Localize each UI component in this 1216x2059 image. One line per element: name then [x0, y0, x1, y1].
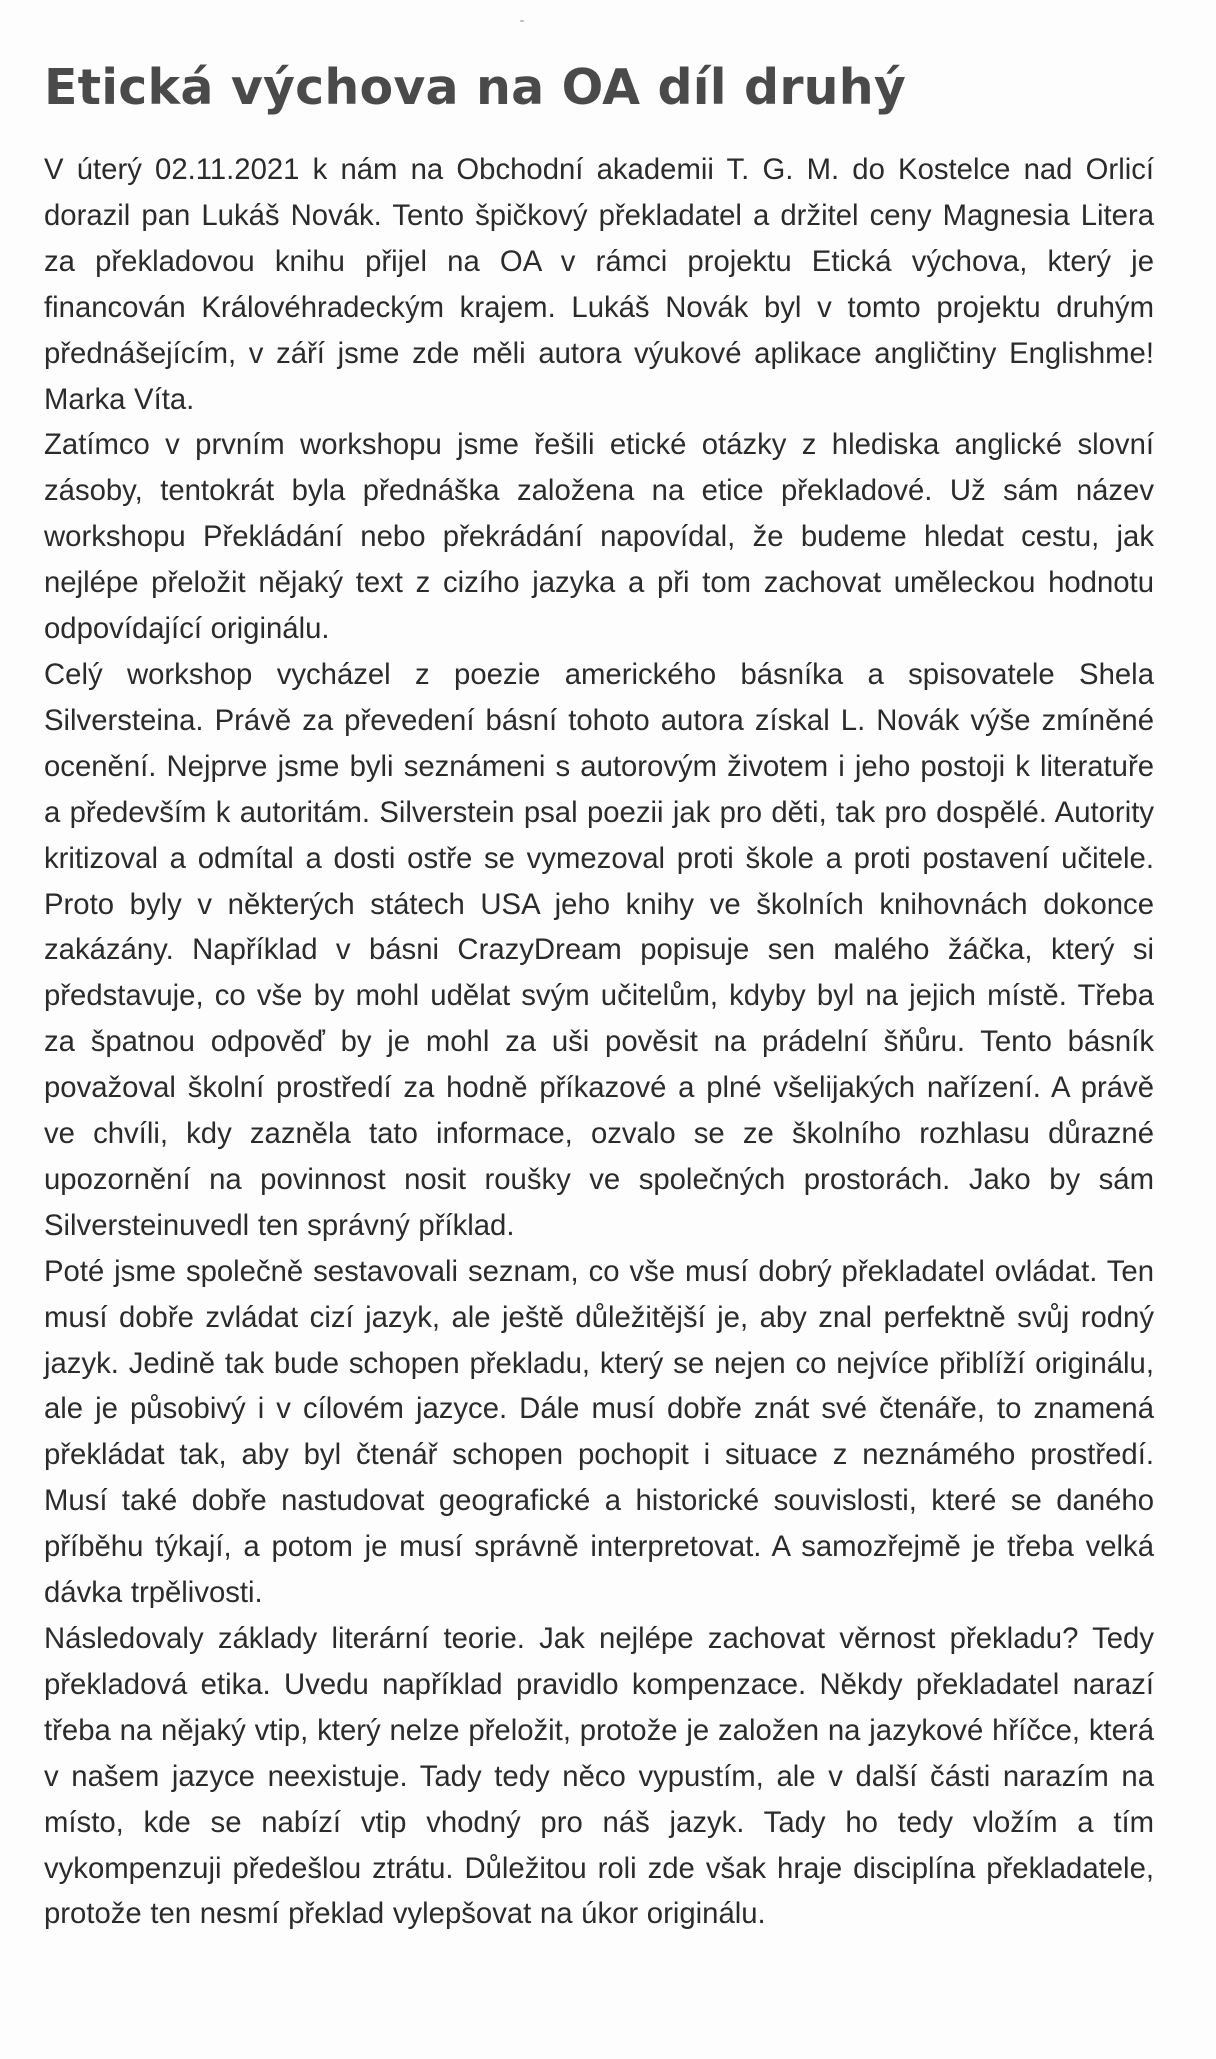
paragraph-3: Celý workshop vycházel z poezie amerického básníka a spisovatele Shela Silversteina. Právě za převedení básní tohoto autora získal L. Novák výše zmíněné ocenění. Nejprve jsme byli seznámeni s autorovým životem i jeho postoji k literatuře a především k autoritám. Silverstein psal poezii jak pro děti, tak pro dospělé. Autority kritizoval a odmítal a dosti ostře se vymezoval proti škole a proti postavení učitele. Proto byly v některých státech USA jeho knihy ve školních knihovnách dokonce zakázány. Například v básni CrazyDream popisuje sen malého žáčka, který si představuje, co vše by mohl udělat svým učitelům, kdyby byl na jejich místě. Třeba za špatnou odpověď by je mohl za uši pověsit na prádelní šňůru. Tento básník považoval školní prostředí za hodně příkazové a plné všelijakých nařízení. A právě ve chvíli, kdy zazněla tato informace, ozvalo se ze školního rozhlasu důrazné upozornění na povinnost nosit roušky ve společných prostorách. Jako by sám Silversteinuvedl ten správný příklad. — [44, 657, 1154, 1242]
paragraph-5: Následovaly základy literární teorie. Jak nejlépe zachovat věrnost překladu? Tedy překladová etika. Uvedu například pravidlo kompenzace. Někdy překladatel narazí třeba na nějaký vtip, který nelze přeložit, protože je založen na jazykové hříčce, která v našem jazyce neexistuje. Tady tedy něco vypustím, ale v další části narazím na místo, kde se nabízí vtip vhodný pro náš jazyk. Tady ho tedy vložím a tím vykompenzuji předešlou ztrátu. Důležitou roli zde však hraje disciplína překladatele, protože ten nesmí překlad vylepšovat na úkor originálu. — [44, 1622, 1154, 1931]
paragraph-1: V úterý 02.11.2021 k nám na Obchodní akademii T. G. M. do Kostelce nad Orlicí dorazil pan Lukáš Novák. Tento špičkový překladatel a držitel ceny Magnesia Litera za překladovou knihu přijel na OA v rámci projektu Etická výchova, který je financován Královéhradeckým krajem. Lukáš Novák byl v tomto projektu druhým přednášejícím, v září jsme zde měli autora výukové aplikace angličtiny Englishme! Marka Víta. — [44, 153, 1154, 416]
article — [44, 55, 1154, 1937]
paragraph-4: Poté jsme společně sestavovali seznam, co vše musí dobrý překladatel ovládat. Ten musí dobře zvládat cizí jazyk, ale ještě důležitější je, aby znal perfektně svůj rodný jazyk. Jedině tak bude schopen překladu, který se nejen co nejvíce přiblíží originálu, ale je působivý i v cílovém jazyce. Dále musí dobře znát své čtenáře, to znamená překládat tak, aby byl čtenář schopen pochopit i situace z neznámého prostředí. Musí také dobře nastudovat geografické a historické souvislosti, které se daného příběhu týkají, a potom je musí správně interpretovat. A samozřejmě je třeba velká dávka trpělivosti. — [44, 1254, 1154, 1610]
article-title: Etická výchova na OA díl druhý — [44, 59, 906, 116]
paragraph-2: Zatímco v prvním workshopu jsme řešili etické otázky z hlediska anglické slovní zásoby, tentokrát byla přednáška založena na etice překladové. Už sám název workshopu Překládání nebo překrádání napovídal, že budeme hledat cestu, jak nejlépe přeložit nějaký text z cizího jazyka a při tom zachovat uměleckou hodnotu odpovídající originálu. — [44, 428, 1154, 646]
scan-speck — [520, 20, 524, 22]
article-body — [44, 147, 1154, 1937]
